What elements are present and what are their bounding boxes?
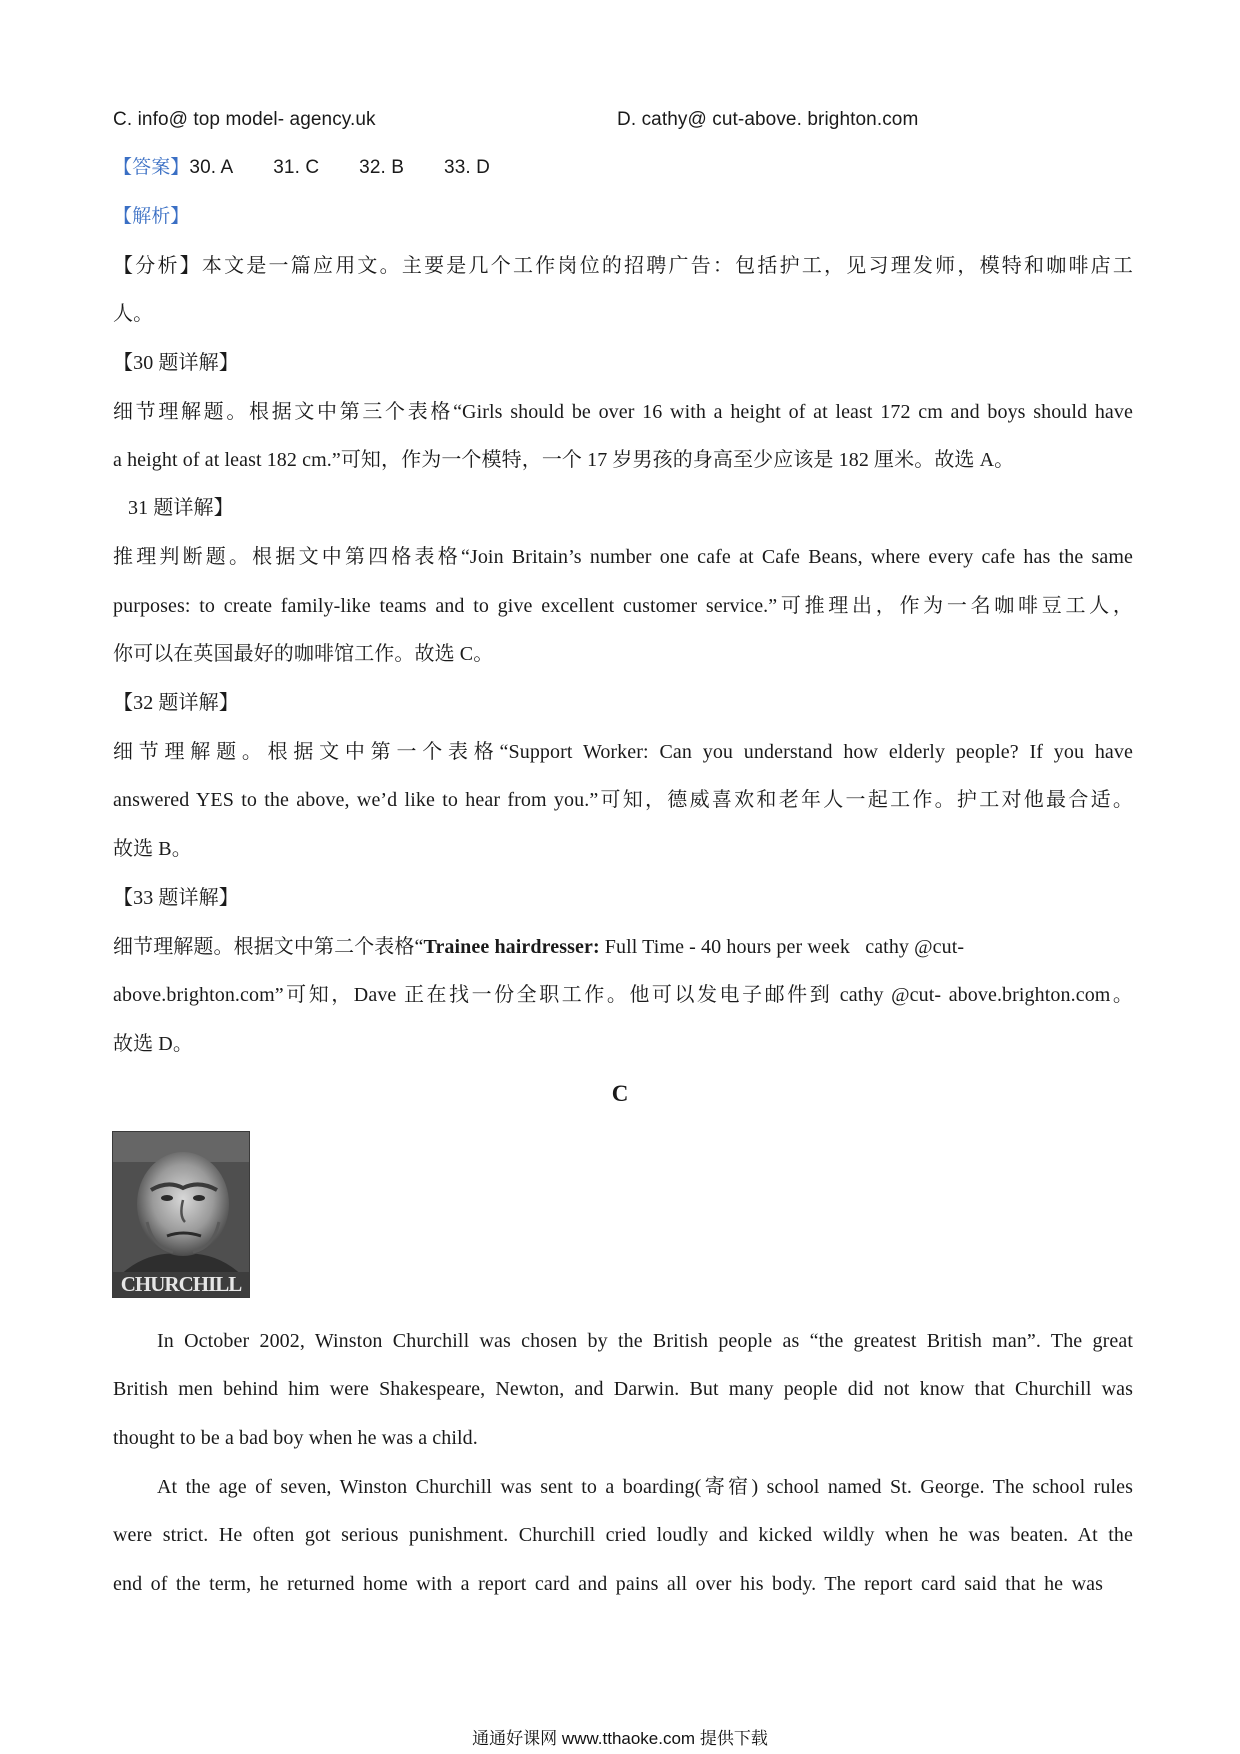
q30-line-1: 细节理解题。根据文中第三个表格“Girls should be over 16 with a height of at least 172 cm and boys should have [113,401,1133,423]
option-c: C. info@ top model- agency.uk [113,109,376,130]
answer-33: 33. D [444,157,490,178]
fenxi-line-2: 人。 [113,303,154,325]
passage-p1-line-3: thought to be a bad boy when he was a child. [113,1427,478,1449]
q33-line-1-bold: Trainee hairdresser: [423,936,600,958]
q33-heading: 【33 题详解】 [113,887,239,909]
q33-line-3: 故选 D。 [113,1033,193,1055]
q30-line-2: a height of at least 182 cm.”可知，作为一个模特，一个 17 岁男孩的身高至少应该是 182 厘米。故选 A。 [113,449,1015,471]
q31-heading: 31 题详解】 [128,497,234,519]
passage-p1-line-1: In October 2002, Winston Churchill was chosen by the British people as “the greatest British man”. The great [157,1330,1133,1352]
q33-line-2: above.brighton.com”可知，Dave 正在找一份全职工作。他可以发电子邮件到 cathy @cut- above.brighton.com。 [113,984,1133,1006]
passage-p2-line-3: end of the term, he returned home with a report card and pains all over his body. The report card said that he was [113,1573,1103,1595]
q31-line-1: 推理判断题。根据文中第四格表格“Join Britain’s number one cafe at Cafe Beans, where every cafe has the same [113,546,1133,568]
passage-p2-line-1: At the age of seven, Winston Churchill was sent to a boarding(寄宿) school named St. George. The school rules [157,1476,1133,1498]
q31-line-2: purposes: to create family-like teams and to give excellent customer service.”可推理出，作为一名咖啡豆工人， [113,595,1133,617]
answer-31: 31. C [273,157,320,178]
q32-line-3: 故选 B。 [113,838,192,860]
q31-line-3: 你可以在英国最好的咖啡馆工作。故选 C。 [113,643,494,665]
page-footer: 通通好课网 www.tthaoke.com 提供下载 [472,1729,768,1748]
q32-heading: 【32 题详解】 [113,692,239,714]
q33-line-1 [113,933,1133,961]
q33-line-1-post: Full Time - 40 hours per week cathy @cut- [599,936,965,958]
passage-p1-line-2: British men behind him were Shakespeare, Newton, and Darwin. But many people did not know that Churchill was [113,1378,1133,1400]
option-d: D. cathy@ cut-above. brighton.com [617,109,919,130]
q32-line-1: 细节理解题。根据文中第一个表格“Support Worker: Can you understand how elderly people? If you have [113,741,1133,763]
answer-tag: 【答案】 [113,157,190,178]
answer-32: 32. B [359,157,405,178]
q33-line-1-pre: 细节理解题。根据文中第二个表格“ [113,936,424,958]
answer-line [113,154,1133,182]
q32-line-2: answered YES to the above, we’d like to hear from you.”可知，德威喜欢和老年人一起工作。护工对他最合适。 [113,789,1133,811]
q30-heading: 【30 题详解】 [113,352,239,374]
answer-30: 30. A [189,157,234,178]
section-c-heading: C [611,1081,629,1106]
portrait-caption: CHURCHILL [120,1272,242,1296]
analysis-tag: 【解析】 [113,206,190,227]
fenxi-line-1: 【分析】本文是一篇应用文。主要是几个工作岗位的招聘广告：包括护工，见习理发师，模特和咖啡店工 [113,255,1133,277]
churchill-portrait-image [112,1131,250,1298]
passage-p2-line-2: were strict. He often got serious punishment. Churchill cried loudly and kicked wildly when he was beaten. At the [113,1524,1133,1546]
